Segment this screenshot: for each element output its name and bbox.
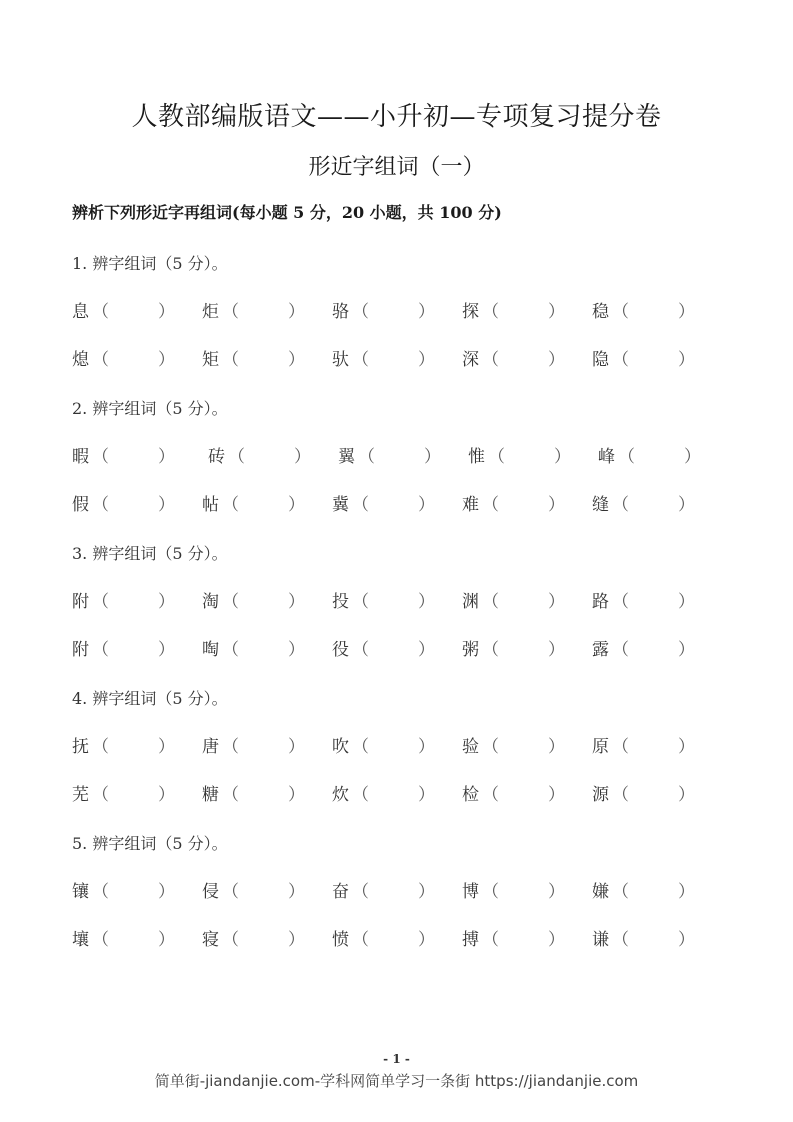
word-blank-item [208,445,311,469]
open-paren: （ [352,882,369,902]
target-character: 砖 [208,447,225,467]
target-character: 探 [462,302,479,322]
open-paren: （ [352,640,369,660]
close-paren: ） [418,350,435,370]
open-paren: （ [228,447,245,467]
character-row [72,735,752,759]
target-character: 检 [462,785,479,805]
word-blank-item [332,928,435,952]
close-paren: ） [678,785,695,805]
question-section-1 [72,252,752,372]
target-character: 吹 [332,737,349,757]
open-paren: （ [352,592,369,612]
open-paren: （ [352,737,369,757]
word-blank-item [72,735,175,759]
target-character: 验 [462,737,479,757]
character-row [72,590,752,614]
open-paren: （ [352,930,369,950]
word-blank-item [72,300,175,324]
character-row [72,880,752,904]
question-heading: 1. 辨字组词（5 分）。 [72,254,228,273]
open-paren: （ [352,495,369,515]
target-character: 帖 [202,495,219,515]
open-paren: （ [488,447,505,467]
target-character: 糖 [202,785,219,805]
target-character: 粥 [462,640,479,660]
close-paren: ） [418,930,435,950]
close-paren: ） [678,882,695,902]
close-paren: ） [158,930,175,950]
word-blank-item [462,928,565,952]
target-character: 搏 [462,930,479,950]
word-blank-item [72,880,175,904]
open-paren: （ [222,785,239,805]
open-paren: （ [612,592,629,612]
target-character: 愤 [332,930,349,950]
close-paren: ） [548,592,565,612]
close-paren: ） [158,447,175,467]
word-blank-item [202,783,305,807]
open-paren: （ [92,930,109,950]
target-character: 投 [332,592,349,612]
word-blank-item [332,880,435,904]
target-character: 渊 [462,592,479,612]
close-paren: ） [548,930,565,950]
close-paren: ） [418,495,435,515]
target-character: 嫌 [592,882,609,902]
target-character: 博 [462,882,479,902]
word-blank-item [592,590,695,614]
open-paren: （ [612,495,629,515]
close-paren: ） [288,592,305,612]
word-blank-item [462,590,565,614]
word-blank-item [202,928,305,952]
close-paren: ） [418,882,435,902]
open-paren: （ [352,350,369,370]
close-paren: ） [158,495,175,515]
close-paren: ） [554,447,571,467]
close-paren: ） [288,882,305,902]
target-character: 难 [462,495,479,515]
close-paren: ） [158,350,175,370]
target-character: 暇 [72,447,89,467]
word-blank-item [72,783,175,807]
target-character: 隐 [592,350,609,370]
word-blank-item [72,348,175,372]
close-paren: ） [418,785,435,805]
target-character: 侵 [202,882,219,902]
open-paren: （ [482,930,499,950]
target-character: 炊 [332,785,349,805]
target-character: 源 [592,785,609,805]
word-blank-item [338,445,441,469]
open-paren: （ [612,302,629,322]
word-blank-item [72,590,175,614]
open-paren: （ [482,737,499,757]
target-character: 缝 [592,495,609,515]
target-character: 淘 [202,592,219,612]
open-paren: （ [482,640,499,660]
word-blank-item [462,783,565,807]
close-paren: ） [548,640,565,660]
target-character: 谦 [592,930,609,950]
word-blank-item [202,590,305,614]
open-paren: （ [482,350,499,370]
open-paren: （ [612,785,629,805]
word-blank-item [592,300,695,324]
word-blank-item [592,880,695,904]
target-character: 原 [592,737,609,757]
target-character: 惟 [468,447,485,467]
word-blank-item [462,493,565,517]
open-paren: （ [222,350,239,370]
word-blank-item [462,880,565,904]
target-character: 息 [72,302,89,322]
close-paren: ） [294,447,311,467]
target-character: 矩 [202,350,219,370]
open-paren: （ [222,882,239,902]
word-blank-item [72,445,175,469]
target-character: 驮 [332,350,349,370]
open-paren: （ [92,640,109,660]
close-paren: ） [418,592,435,612]
open-paren: （ [612,930,629,950]
word-blank-item [202,348,305,372]
target-character: 役 [332,640,349,660]
target-character: 镶 [72,882,89,902]
word-blank-item [332,590,435,614]
document-subtitle: 形近字组词（一） [308,155,485,180]
question-section-2 [72,397,752,517]
close-paren: ） [678,640,695,660]
target-character: 深 [462,350,479,370]
open-paren: （ [482,592,499,612]
open-paren: （ [482,882,499,902]
open-paren: （ [358,447,375,467]
question-section-4 [72,687,752,807]
open-paren: （ [222,495,239,515]
close-paren: ） [548,302,565,322]
character-row [72,300,752,324]
open-paren: （ [92,350,109,370]
word-blank-item [332,735,435,759]
open-paren: （ [92,785,109,805]
open-paren: （ [92,495,109,515]
target-character: 奋 [332,882,349,902]
target-character: 稳 [592,302,609,322]
open-paren: （ [612,882,629,902]
close-paren: ） [418,302,435,322]
open-paren: （ [92,447,109,467]
target-character: 芜 [72,785,89,805]
question-heading: 3. 辨字组词（5 分）。 [72,544,228,563]
word-blank-item [202,880,305,904]
word-blank-item [72,928,175,952]
open-paren: （ [352,785,369,805]
page-number: - 1 - [383,1052,410,1066]
open-paren: （ [222,930,239,950]
close-paren: ） [678,930,695,950]
open-paren: （ [612,737,629,757]
open-paren: （ [612,350,629,370]
close-paren: ） [158,640,175,660]
question-heading: 5. 辨字组词（5 分）。 [72,834,228,853]
close-paren: ） [424,447,441,467]
character-row [72,638,752,662]
close-paren: ） [548,495,565,515]
word-blank-item [592,928,695,952]
open-paren: （ [618,447,635,467]
open-paren: （ [222,592,239,612]
question-section-5 [72,832,752,952]
close-paren: ） [288,785,305,805]
character-row [72,445,752,469]
close-paren: ） [418,640,435,660]
word-blank-item [332,348,435,372]
open-paren: （ [612,640,629,660]
close-paren: ） [158,592,175,612]
document-title: 人教部编版语文——小升初—专项复习提分卷 [131,102,662,132]
open-paren: （ [482,785,499,805]
close-paren: ） [678,350,695,370]
word-blank-item [72,638,175,662]
close-paren: ） [548,882,565,902]
open-paren: （ [92,302,109,322]
close-paren: ） [288,737,305,757]
close-paren: ） [678,302,695,322]
target-character: 露 [592,640,609,660]
close-paren: ） [678,592,695,612]
close-paren: ） [548,350,565,370]
close-paren: ） [548,785,565,805]
target-character: 抚 [72,737,89,757]
word-blank-item [72,493,175,517]
close-paren: ） [158,737,175,757]
word-blank-item [462,735,565,759]
close-paren: ） [288,495,305,515]
target-character: 附 [72,640,89,660]
word-blank-item [332,300,435,324]
question-heading: 4. 辨字组词（5 分）。 [72,689,228,708]
word-blank-item [462,300,565,324]
word-blank-item [202,493,305,517]
open-paren: （ [92,882,109,902]
close-paren: ） [288,640,305,660]
word-blank-item [468,445,571,469]
word-blank-item [202,300,305,324]
target-character: 熄 [72,350,89,370]
target-character: 附 [72,592,89,612]
close-paren: ） [158,302,175,322]
close-paren: ） [684,447,701,467]
target-character: 路 [592,592,609,612]
question-heading: 2. 辨字组词（5 分）。 [72,399,228,418]
target-character: 骆 [332,302,349,322]
close-paren: ） [288,930,305,950]
instruction-text: 辨析下列形近字再组词(每小题 5 分，20 小题，共 100 分) [72,203,502,222]
word-blank-item [332,638,435,662]
close-paren: ） [158,882,175,902]
target-character: 寝 [202,930,219,950]
target-character: 啕 [202,640,219,660]
open-paren: （ [482,495,499,515]
target-character: 炬 [202,302,219,322]
word-blank-item [592,783,695,807]
word-blank-item [592,493,695,517]
target-character: 冀 [332,495,349,515]
word-blank-item [592,735,695,759]
open-paren: （ [92,592,109,612]
open-paren: （ [222,737,239,757]
word-blank-item [462,638,565,662]
character-row [72,783,752,807]
open-paren: （ [222,302,239,322]
open-paren: （ [222,640,239,660]
word-blank-item [202,735,305,759]
target-character: 峰 [598,447,615,467]
close-paren: ） [678,495,695,515]
open-paren: （ [352,302,369,322]
target-character: 壤 [72,930,89,950]
close-paren: ） [548,737,565,757]
word-blank-item [332,493,435,517]
word-blank-item [592,638,695,662]
character-row [72,348,752,372]
close-paren: ） [158,785,175,805]
footer-watermark: 简单街-jiandanjie.com-学科网简单学习一条街 https://jiandanjie.com [154,1072,639,1090]
close-paren: ） [288,302,305,322]
word-blank-item [598,445,701,469]
open-paren: （ [482,302,499,322]
open-paren: （ [92,737,109,757]
word-blank-item [462,348,565,372]
character-row [72,928,752,952]
word-blank-item [332,783,435,807]
target-character: 翼 [338,447,355,467]
word-blank-item [592,348,695,372]
target-character: 唐 [202,737,219,757]
close-paren: ） [288,350,305,370]
question-section-3 [72,542,752,662]
word-blank-item [202,638,305,662]
target-character: 假 [72,495,89,515]
close-paren: ） [418,737,435,757]
character-row [72,493,752,517]
close-paren: ） [678,737,695,757]
